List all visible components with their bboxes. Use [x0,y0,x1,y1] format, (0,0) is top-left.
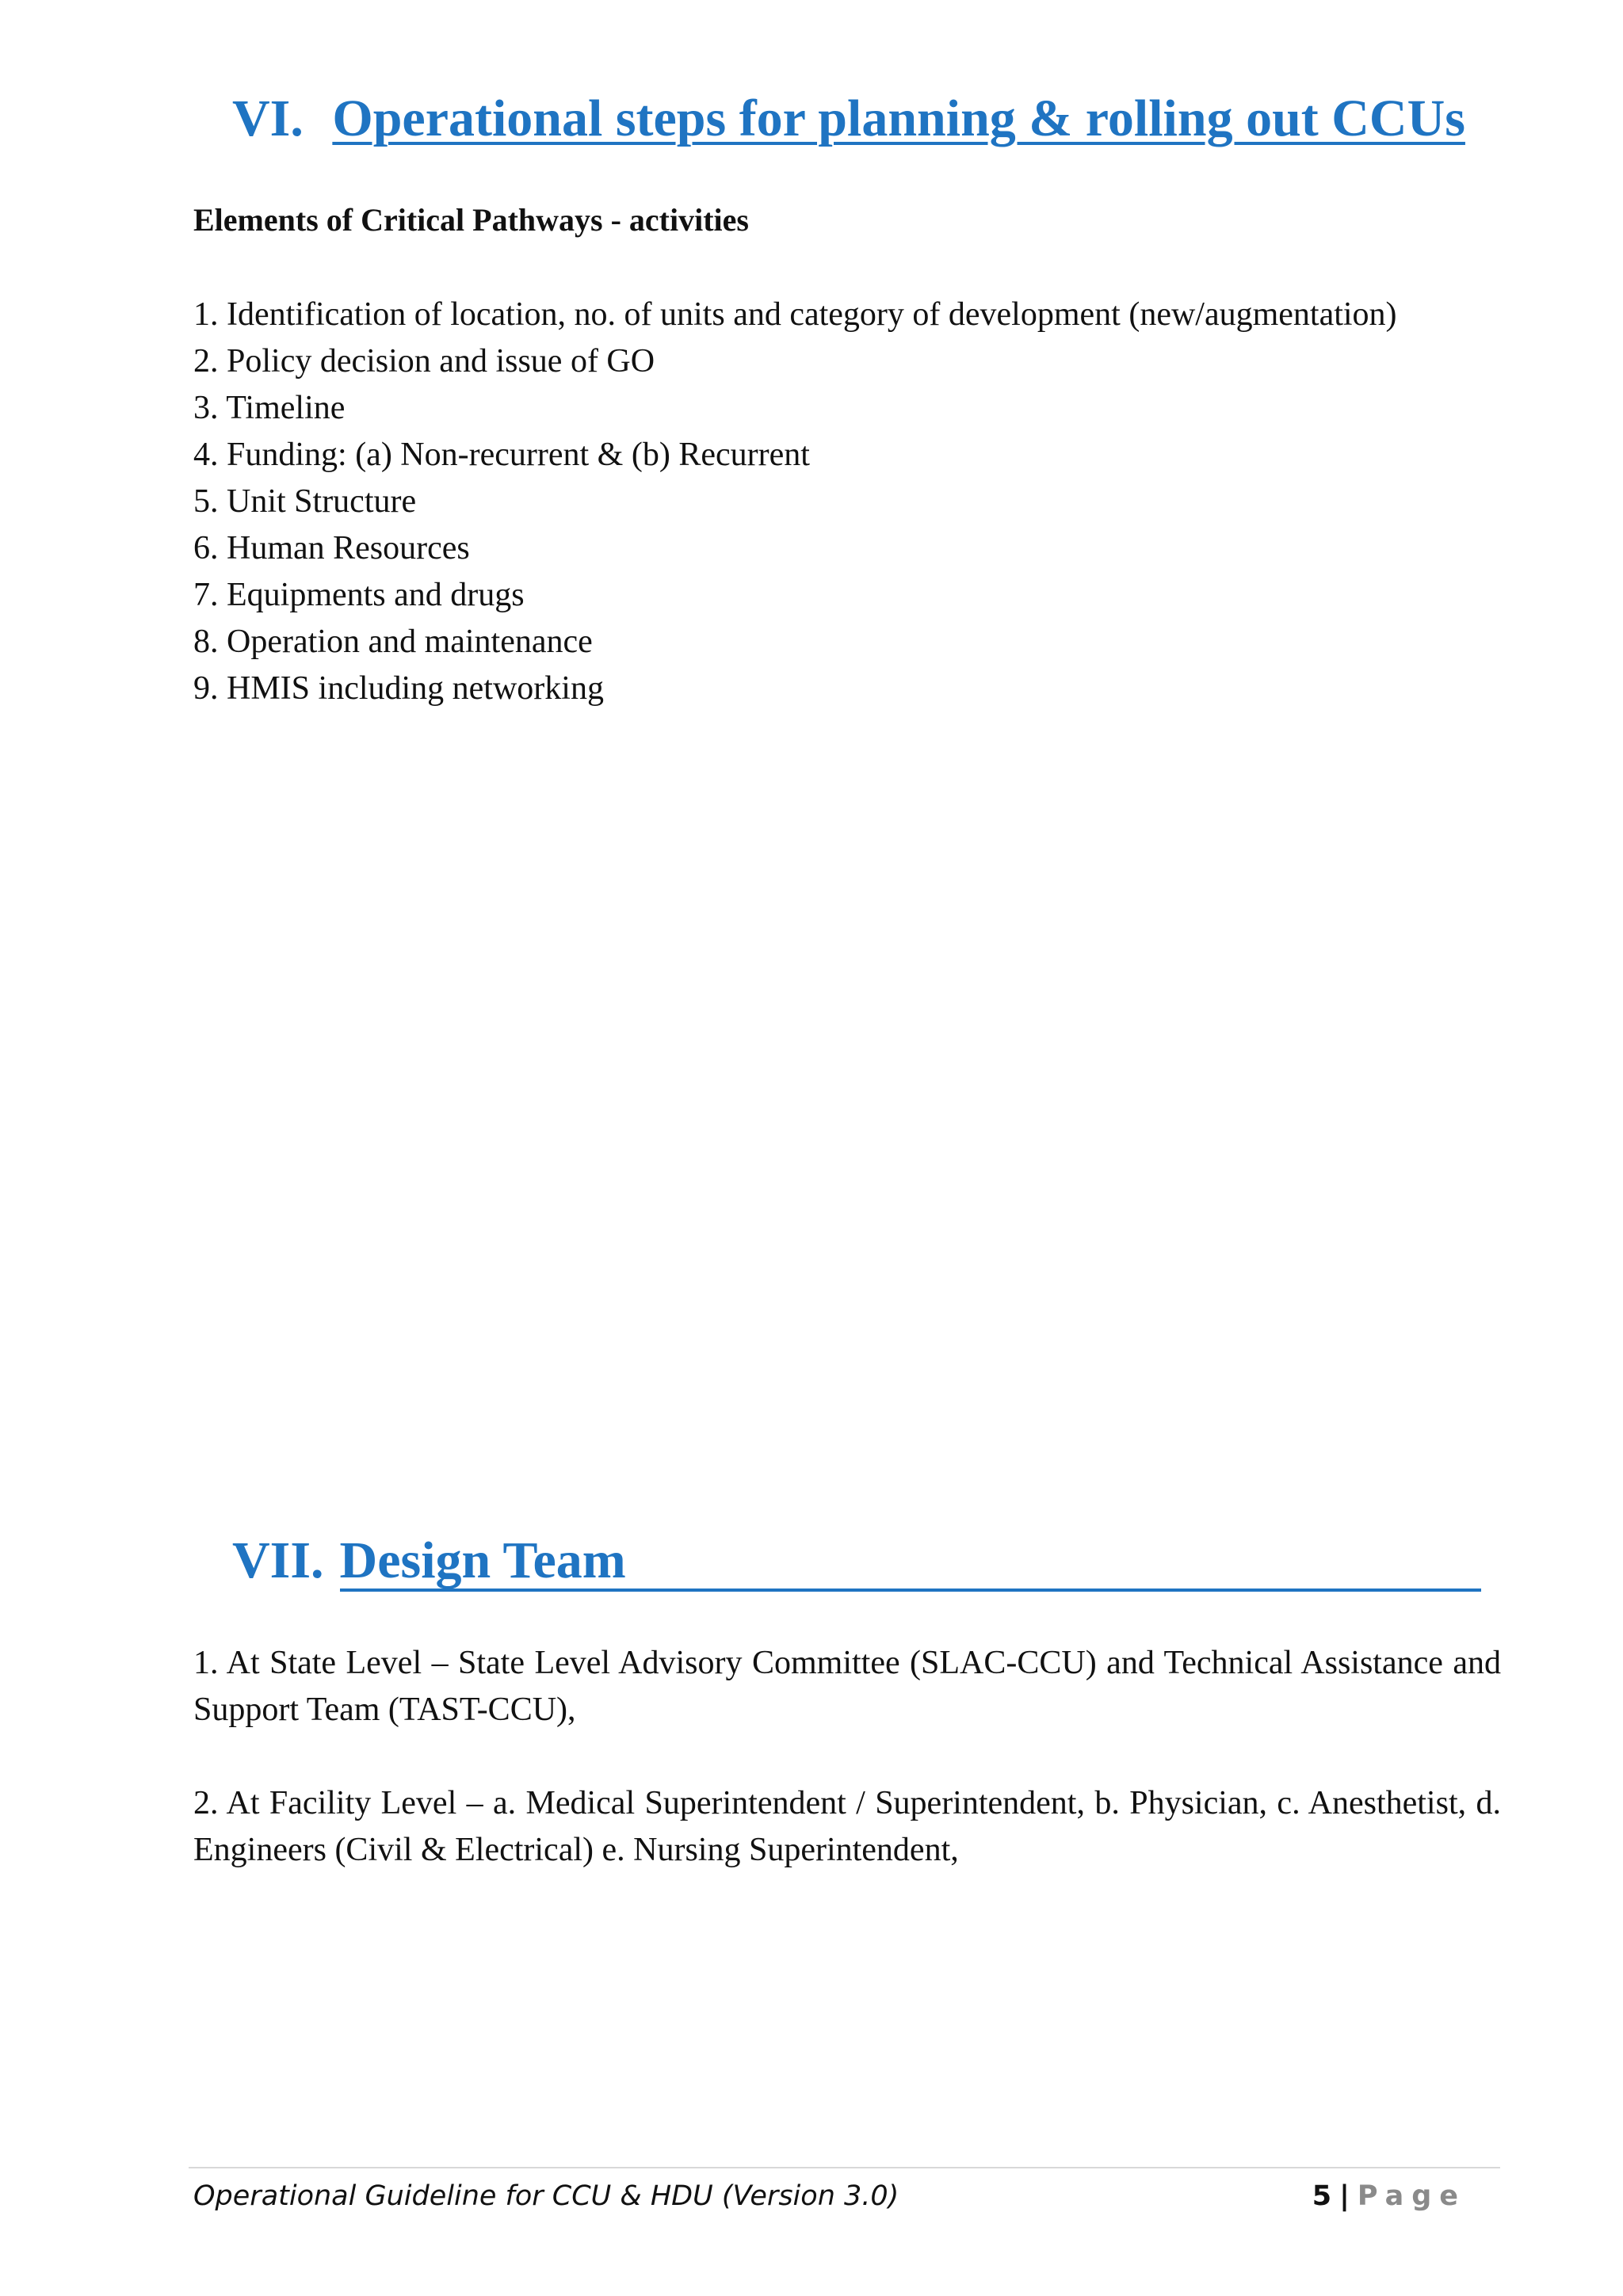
list-item: 9. HMIS including networking [193,670,604,707]
section-7-heading [232,1529,1471,1592]
footer-separator: | [1339,2180,1350,2212]
footer-divider [189,2167,1500,2168]
footer-page-info [1312,2177,1466,2215]
footer-doc-title: Operational Guideline for CCU & HDU (Version 3.0) [193,2180,899,2212]
section-7-numeral: VII. [232,1531,324,1589]
page-word: Page [1357,2180,1466,2212]
activities-list [193,292,1501,712]
section-6-numeral: VI. [232,90,304,147]
page-number: 5 [1312,2180,1332,2212]
section-7-title: Design Team [340,1533,1481,1592]
section-6-heading [232,87,1471,151]
list-item: 3. Timeline [193,390,346,426]
list-item: 4. Funding: (a) Non-recurrent & (b) Recurrent [193,437,810,473]
critical-pathways-subheading: Elements of Critical Pathways - activities [193,202,749,238]
list-item: 1. Identification of location, no. of units and category of development (new/augmentation) [193,296,1397,333]
list-item: 7. Equipments and drugs [193,577,525,613]
list-item: 5. Unit Structure [193,483,417,520]
list-item: 6. Human Resources [193,530,470,566]
facility-level-paragraph: 2. At Facility Level – a. Medical Superintendent / Superintendent, b. Physician, c. Anesthetist, d. Engineers (Civil & Electrical) e. Nursing Superintendent, [193,1785,1501,1868]
list-item: 2. Policy decision and issue of GO [193,343,655,379]
section-6-title: Operational steps for planning & rolling out CCUs [332,90,1465,147]
list-item: 8. Operation and maintenance [193,624,593,660]
state-level-paragraph: 1. At State Level – State Level Advisory Committee (SLAC-CCU) and Technical Assistance and Support Team (TAST-CCU), [193,1645,1501,1728]
